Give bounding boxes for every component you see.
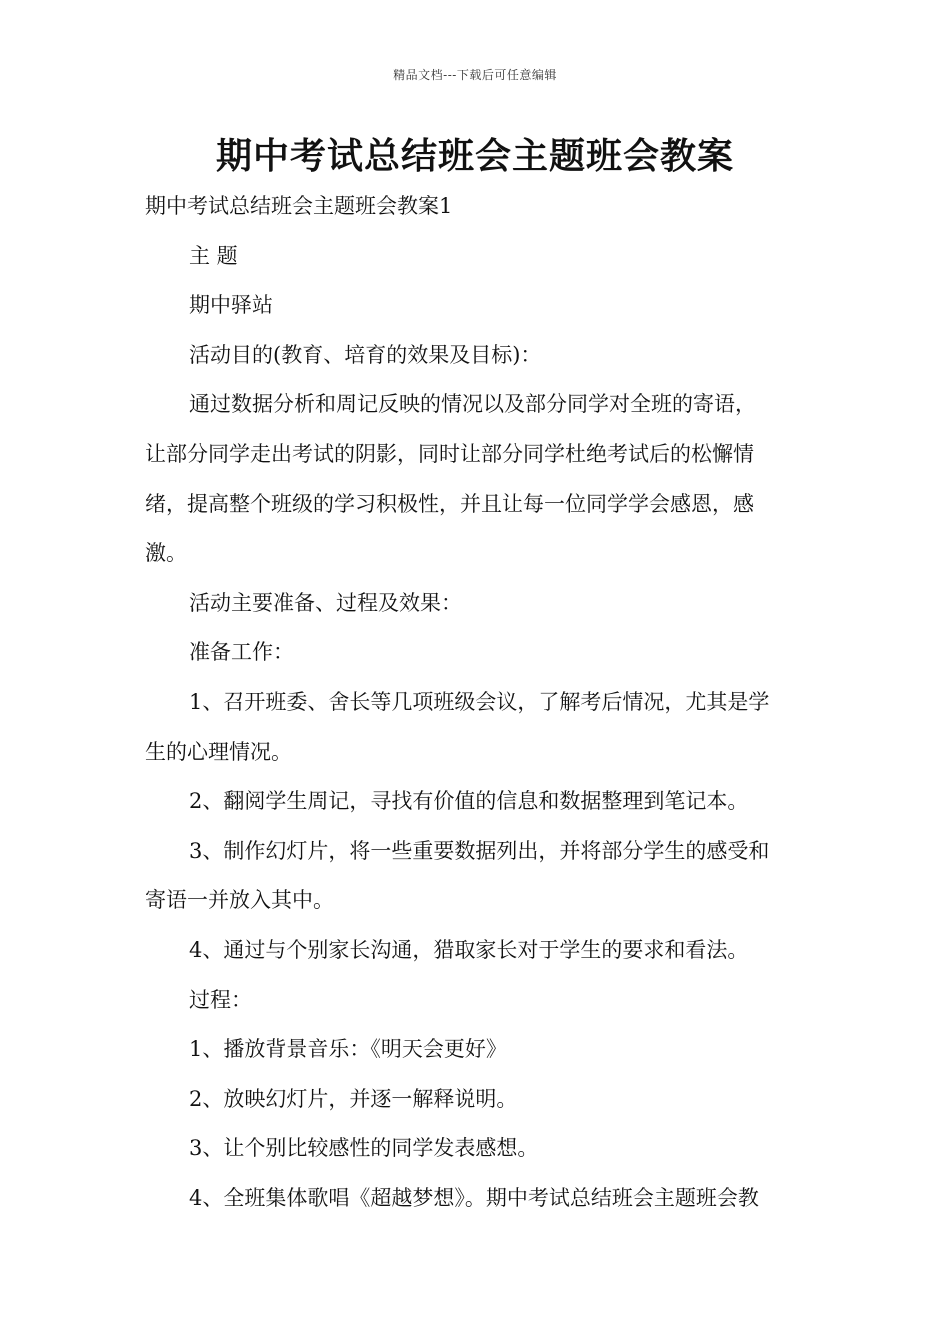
theme-label: 主 题: [189, 243, 238, 268]
list-item-line: 2、翻阅学生周记，寻找有价值的信息和数据整理到笔记本。: [189, 789, 749, 814]
subtitle-line: 期中考试总结班会主题班会教案1: [145, 194, 453, 218]
section-heading-prep-work: 准备工作：: [189, 640, 294, 665]
list-item-line: 4、全班集体歌唱《超越梦想》。期中考试总结班会主题班会教: [189, 1185, 759, 1210]
list-item-line: 1、召开班委、舍长等几项班级会议，了解考后情况，尤其是学: [189, 689, 770, 714]
paragraph-line: 让部分同学走出考试的阴影，同时让部分同学杜绝考试后的松懈情: [145, 441, 754, 466]
paragraph-line: 绪，提高整个班级的学习积极性，并且让每一位同学学会感恩，感: [145, 491, 754, 516]
list-item-line: 3、制作幻灯片，将一些重要数据列出，并将部分学生的感受和: [189, 838, 770, 863]
theme-value: 期中驿站: [189, 293, 273, 318]
header-note: 精品文档---下载后可任意编辑: [393, 68, 557, 82]
list-item-line: 寄语一并放入其中。: [145, 888, 334, 913]
paragraph-line: 通过数据分析和周记反映的情况以及部分同学对全班的寄语，: [189, 392, 756, 417]
section-heading-preparation: 活动主要准备、过程及效果：: [189, 590, 462, 615]
section-heading-process: 过程：: [189, 987, 252, 1012]
list-item-line: 3、让个别比较感性的同学发表感想。: [189, 1136, 539, 1161]
document-title: 期中考试总结班会主题班会教案: [215, 135, 734, 177]
list-item-line: 1、播放背景音乐：《明天会更好》: [189, 1037, 507, 1062]
list-item-line: 生的心理情况。: [145, 739, 292, 764]
paragraph-line: 激。: [145, 541, 187, 566]
list-item-line: 4、通过与个别家长沟通，猎取家长对于学生的要求和看法。: [189, 937, 749, 962]
list-item-line: 2、放映幻灯片，并逐一解释说明。: [189, 1086, 518, 1111]
document-body: [145, 182, 807, 1223]
section-heading-purpose: 活动目的(教育、培育的效果及目标)：: [189, 342, 542, 367]
